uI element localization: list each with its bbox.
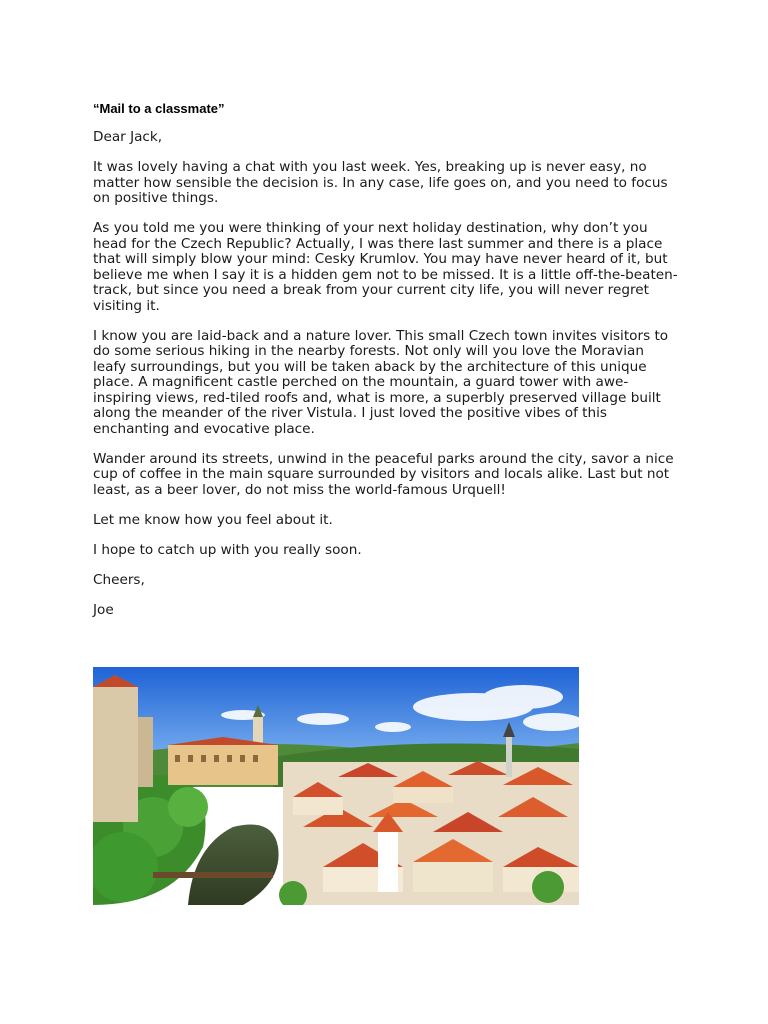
greeting: Dear Jack, bbox=[93, 129, 163, 145]
signature: Joe bbox=[93, 601, 114, 618]
paragraph-4: Wander around its streets, unwind in the peaceful parks around the city, savor a nice cup of coffee in the main square surrounded by visitors and locals alike. Last but not least, as a beer lover, do not miss the world-famous Urquell! bbox=[93, 450, 674, 498]
letter-body bbox=[93, 101, 681, 633]
paragraph-1: It was lovely having a chat with you last week. Yes, breaking up is never easy, no matter how sensible the decision is. In any case, life goes on, and you need to focus on positive things. bbox=[93, 159, 668, 206]
letter-title: “Mail to a classmate” bbox=[93, 101, 225, 116]
paragraph-3: I know you are laid-back and a nature lover. This small Czech town invites visitors to do some serious hiking in the nearby forests. Not only will you love the Moravian leafy surroundings, but you will be taken aback by the architecture of this unique place. A magnificent castle perched on the mountain, a guard tower with awe-inspiring views, red-tiled roofs and, what is more, a superbly preserved village built along the meander of the river Vistula. I just loved the positive vibes of this enchanting and evocative place. bbox=[93, 327, 669, 437]
paragraph-2: As you told me you were thinking of your next holiday destination, why don’t you head for the Czech Republic? Actually, I was there last summer and there is a place that will simply blow your mind: Cesky Krumlov. You may have never heard of it, but believe me when I say it is a hidden gem not to be missed. It is a little off-the-beaten-track, but since you need a break from your current city life, you will never regret visiting it. bbox=[93, 220, 678, 314]
closing: Cheers, bbox=[93, 571, 145, 588]
paragraph-5: Let me know how you feel about it. bbox=[93, 511, 333, 528]
town-photo bbox=[93, 667, 579, 905]
paragraph-6: I hope to catch up with you really soon. bbox=[93, 541, 362, 558]
